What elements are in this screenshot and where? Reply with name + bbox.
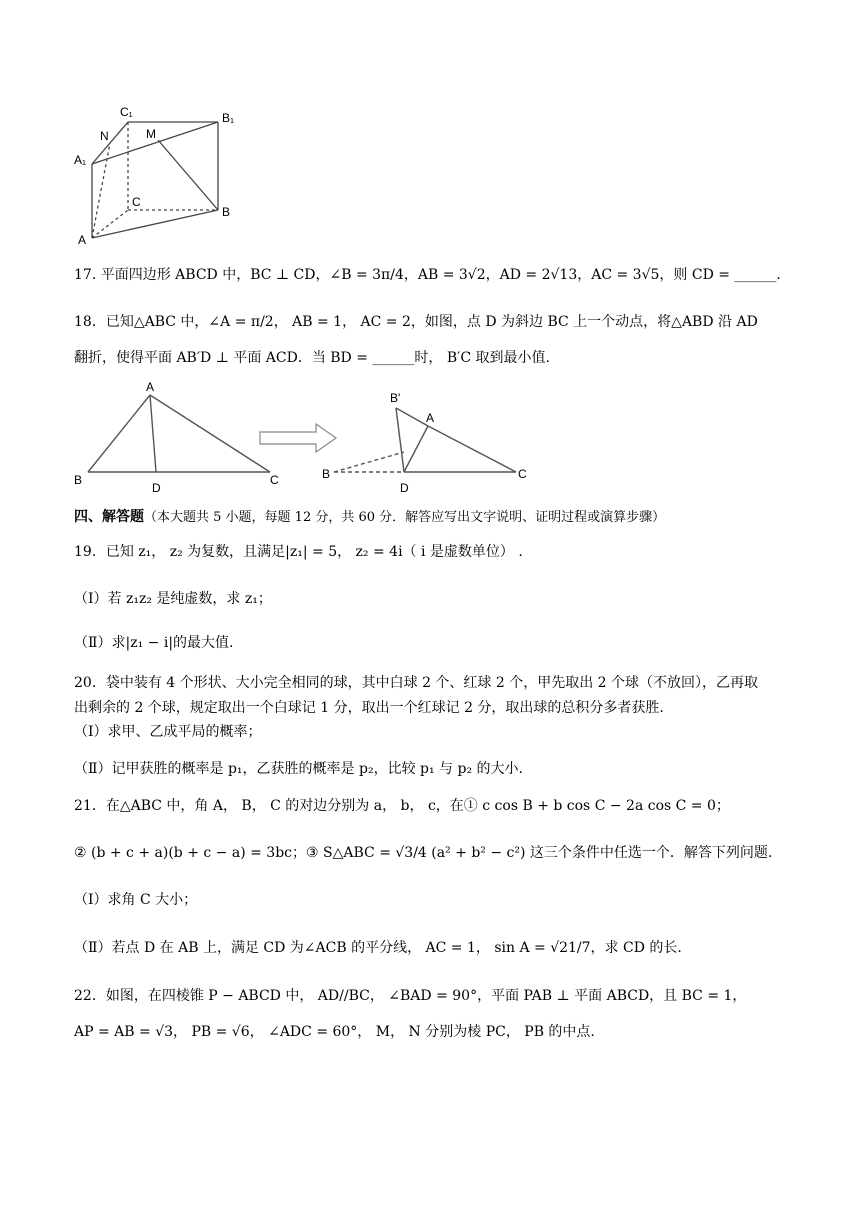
prism-label-c1: C₁ [120, 105, 133, 119]
question-20-part-2: （Ⅱ）记甲获胜的概率是 p₁，乙获胜的概率是 p₂，比较 p₁ 与 p₂ 的大小. [74, 761, 523, 777]
triangle-figure [70, 380, 540, 500]
question-21-part-2: （Ⅱ）若点 D 在 AB 上，满足 CD 为∠ACB 的平分线， AC = 1， sin A = √21/7，求 CD 的长. [74, 940, 682, 956]
section-4-heading [74, 507, 665, 528]
prism-label-a: A [78, 233, 87, 247]
triangle-label-a: A [146, 380, 155, 394]
question-22-line-2: AP = AB = √3， PB = √6， ∠ADC = 60°， M， N 分别为棱 PC， PB 的中点. [74, 1024, 595, 1040]
section-4-hint: （本大题共 5 小题，每题 12 分，共 60 分．解答应写出文字说明、证明过程或演算步骤） [144, 510, 666, 525]
question-19-part-1: （Ⅰ）若 z₁z₂ 是纯虚数，求 z₁； [74, 591, 272, 607]
section-4-title: 四、解答题 [74, 509, 144, 525]
question-21-line-2: ② (b + c + a)(b + c − a) = 3bc；③ S△ABC = √3/4 (a² + b² − c²) 这三个条件中任选一个．解答下列问题. [74, 845, 773, 861]
triangle-label-b2: B [322, 467, 331, 481]
prism-figure [70, 100, 250, 250]
prism-label-n: N [100, 129, 109, 143]
question-21-line-1: 21．在△ABC 中，角 A， B， C 的对边分别为 a， b， c，在① c cos B + b cos C − 2a cos C = 0； [74, 798, 730, 814]
prism-label-m: M [146, 127, 156, 141]
triangle-label-a2: A [426, 411, 435, 425]
question-20-line-2: 出剩余的 2 个球，规定取出一个白球记 1 分，取出一个红球记 2 分，取出球的总积分多者获胜. [74, 700, 664, 716]
question-18-line-2: 翻折，使得平面 AB′D ⊥ 平面 ACD．当 BD = ______时， B′C 取到最小值. [74, 350, 550, 366]
triangle-label-c2: C [518, 467, 527, 481]
arrow-icon [260, 424, 336, 452]
triangle-label-b: B [74, 473, 83, 487]
triangle-label-d2: D [400, 481, 409, 495]
triangle-label-c: C [270, 473, 279, 487]
question-20-line-1: 20．袋中装有 4 个形状、大小完全相同的球，其中白球 2 个、红球 2 个，甲先取出 2 个球（不放回），乙再取 [74, 675, 759, 691]
question-20-part-1: （Ⅰ）求甲、乙成平局的概率； [74, 724, 262, 740]
prism-label-b1: B₁ [222, 111, 235, 125]
prism-label-a1: A₁ [74, 153, 87, 167]
question-21-part-1: （Ⅰ）求角 C 大小； [74, 892, 198, 908]
prism-label-c: C [132, 195, 141, 209]
question-19-part-2: （Ⅱ）求|z₁ − i|的最大值. [74, 635, 234, 651]
question-22-line-1: 22．如图，在四棱锥 P − ABCD 中， AD//BC， ∠BAD = 90°，平面 PAB ⊥ 平面 ABCD，且 BC = 1， [74, 988, 747, 1004]
question-19: 19．已知 z₁， z₂ 为复数，且满足|z₁| = 5， z₂ = 4i（ i 是虚数单位） . [74, 544, 523, 560]
prism-label-b: B [222, 205, 231, 219]
question-17: 17. 平面四边形 ABCD 中，BC ⊥ CD，∠B = 3π/4，AB = 3√2，AD = 2√13，AC = 3√5，则 CD = ______. [74, 267, 781, 283]
triangle-label-b-prime: B' [390, 391, 401, 405]
question-18-line-1: 18．已知△ABC 中，∠A = π/2， AB = 1， AC = 2，如图，点 D 为斜边 BC 上一个动点，将△ABD 沿 AD [74, 314, 758, 330]
triangle-label-d: D [152, 481, 161, 495]
